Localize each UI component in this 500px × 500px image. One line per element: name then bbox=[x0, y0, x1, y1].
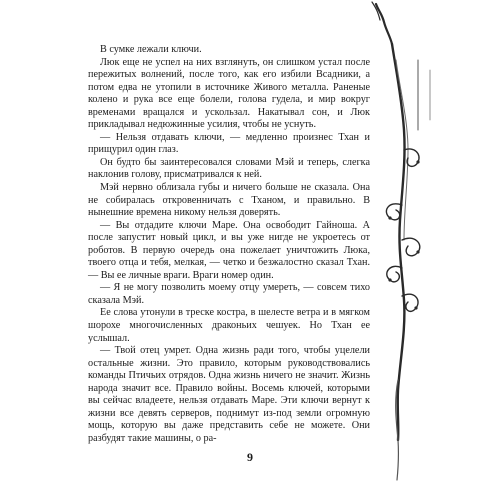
paragraph: — Вы отдадите ключи Маре. Она освободит Гайноша. А после запустит новый цикл, и вы уже нигде не укроетесь от роботов. В первую очередь она пожелает уничтожить Люка, твоего отца и тебя, мелкая, — четко и безжалостно сказал Тхан. — Вы ее личные враги. Враги номер один. bbox=[88, 219, 370, 281]
ornament-bead-4 bbox=[388, 278, 391, 281]
paragraph: — Твой отец умрет. Одна жизнь ради того, чтобы уцелели остальные жизни. Это правило, которым руководствовались команды Птичьих отрядов. Одна жизнь ничего не значит. Жизнь народа значит все. Правило войны. Восемь ключей, которыми вы сейчас владеете, нельзя отдавать Маре. Эти ключи вернут к жизни все девять серверов, поднимут из-под земли огромную мощь, которую вы даже представить себе не можете. Они разбудят такие машины, о ра- bbox=[88, 345, 370, 444]
ornament-bead-2 bbox=[388, 216, 391, 219]
paragraph: Он будто бы заинтересовался словами Мэй и теперь, слегка наклонив голову, присматривался к ней. bbox=[88, 156, 370, 181]
paragraph: Мэй нервно облизала губы и ничего больше не сказала. Она не собиралась откровенничать с Тханом, и правильно. В нынешние времена никому нельзя доверять. bbox=[88, 182, 370, 219]
page-number: 9 bbox=[247, 450, 253, 464]
ornament-curl-2 bbox=[386, 204, 402, 220]
ornament-curl-3 bbox=[402, 238, 420, 256]
ornament-vine-stem bbox=[392, 44, 405, 440]
ornament-vine-stem-shadow bbox=[396, 60, 408, 240]
ornament-vine-tail bbox=[396, 380, 399, 480]
paragraph: Люк еще не успел на них взглянуть, он слишком устал после пережитых волнений, после того, как его избили Всадники, а потом едва не утопили в источнике Живого металла. Раненые колено и рука все еще болели, голова гудела, и мир вокруг временами вращался и ускользал. Накатывал сон, и Люк прикладывал недюжинные усилия, чтобы не уснуть. bbox=[88, 56, 370, 131]
ornament-top-knot bbox=[376, 4, 392, 44]
paragraph: В сумке лежали ключи. bbox=[100, 44, 202, 55]
paragraph: — Нельзя отдавать ключи, — медленно произнес Тхан и прищурил один глаз. bbox=[88, 131, 370, 156]
ornament-top-strand bbox=[372, 2, 380, 20]
paragraph: — Я не могу позволить моему отцу умереть, — совсем тихо сказала Мэй. bbox=[88, 282, 370, 306]
paragraph: Ее слова утонули в треске костра, в шелесте ветра и в мягком шорохе многочисленных драконьих чешуек. Но Тхан ее услышал. bbox=[88, 307, 370, 344]
ornament-curl-4 bbox=[387, 266, 402, 282]
ornament-curl-5 bbox=[402, 294, 418, 311]
ornament-curl-1 bbox=[404, 149, 419, 166]
ornament-bead-1 bbox=[416, 160, 419, 163]
book-text-block bbox=[88, 44, 370, 446]
ornament-bead-5 bbox=[414, 306, 417, 309]
ornament-bead-3 bbox=[416, 250, 419, 253]
